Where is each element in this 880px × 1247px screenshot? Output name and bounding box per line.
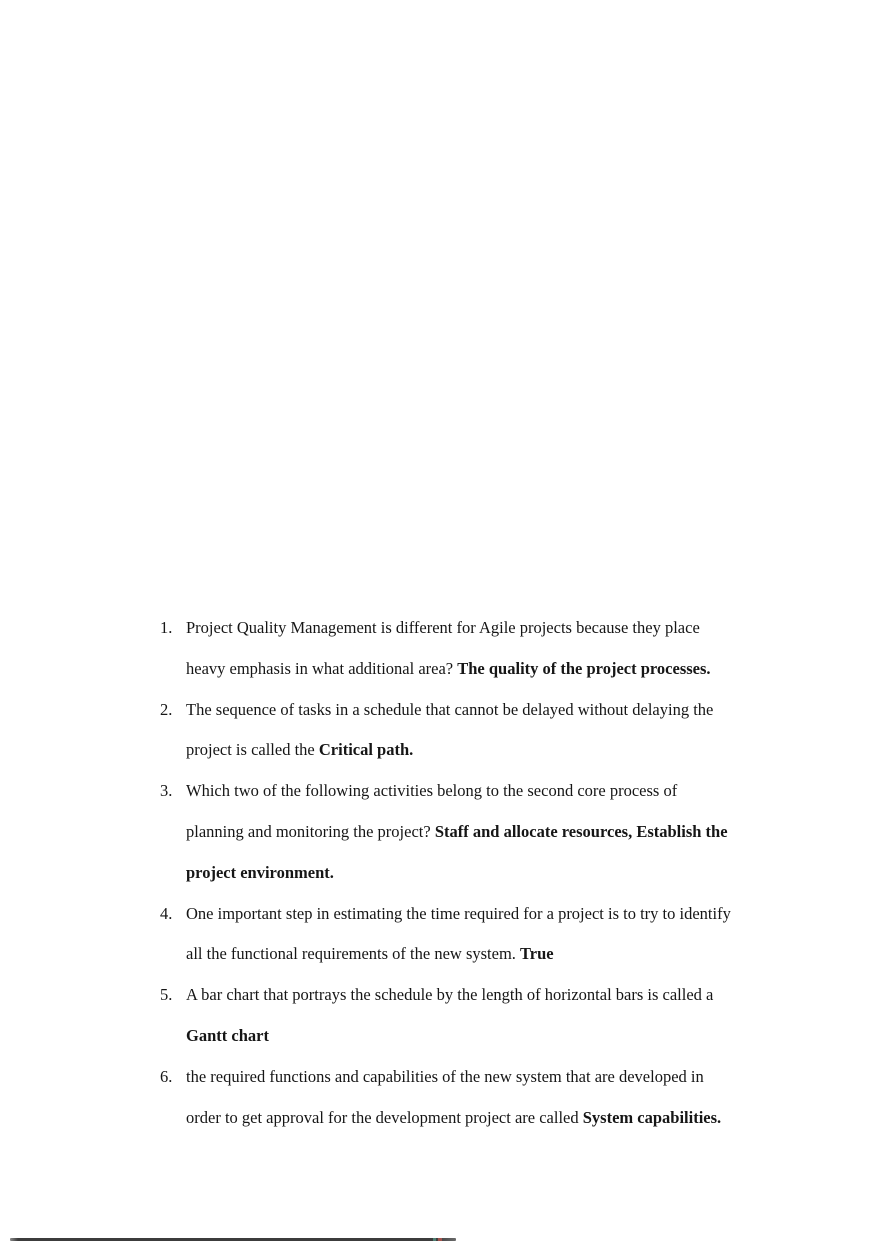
item-number: 1. (160, 618, 173, 637)
item-number: 5. (160, 985, 173, 1005)
text-line (186, 894, 731, 935)
item-text (186, 975, 713, 1057)
question-text: order to get approval for the development project are called (186, 1107, 583, 1127)
qa-numbered-list (160, 608, 731, 1138)
text-line (186, 649, 711, 690)
question-text: The sequence of tasks in a schedule that cannot be delayed without delaying the (186, 699, 714, 719)
text-line (186, 853, 728, 894)
text-line (186, 975, 713, 1016)
text-line (186, 1098, 721, 1139)
text-line (186, 771, 728, 812)
list-item (160, 771, 731, 893)
item-text (186, 690, 713, 772)
question-text: Project Quality Management is different for Agile projects because they place (186, 618, 700, 637)
scan-artifact-speck (433, 1238, 436, 1241)
item-text (186, 1057, 721, 1139)
question-text: the required functions and capabilities of the new system that are developed in (186, 1066, 704, 1086)
scan-artifact-speck (438, 1238, 442, 1241)
text-line (186, 690, 713, 731)
answer-text: The quality of the project processes. (457, 658, 711, 678)
answer-text: System capabilities. (582, 1107, 722, 1127)
question-text: Which two of the following activities belong to the second core process of (186, 781, 678, 801)
item-number: 2. (160, 699, 173, 719)
text-line (186, 934, 731, 975)
list-item (160, 975, 731, 1057)
list-item (160, 690, 731, 772)
text-line (186, 608, 711, 649)
question-text: heavy emphasis in what additional area? (186, 658, 458, 678)
answer-text: Staff and allocate resources, Establish the (434, 821, 728, 841)
text-line (186, 1016, 713, 1057)
question-text: A bar chart that portrays the schedule by the length of horizontal bars is called a (186, 985, 714, 1005)
list-item (160, 894, 731, 976)
item-number: 6. (160, 1066, 173, 1086)
item-number: 4. (160, 903, 173, 923)
item-text (186, 894, 731, 976)
text-line (186, 1057, 721, 1098)
question-text: project is called the (186, 740, 319, 760)
question-text: planning and monitoring the project? (186, 821, 435, 841)
item-text (186, 771, 728, 893)
list-item (160, 608, 731, 690)
question-text: all the functional requirements of the new system. (186, 944, 521, 964)
text-line (186, 730, 713, 771)
answer-text: True (520, 944, 554, 964)
list-item (160, 1057, 731, 1139)
answer-text: project environment. (186, 862, 334, 882)
text-line (186, 812, 728, 853)
question-text: One important step in estimating the time required for a project is to try to identify (186, 903, 731, 923)
item-number: 3. (160, 781, 173, 801)
answer-text: Critical path. (318, 740, 414, 760)
item-text (186, 608, 711, 690)
answer-text: Gantt chart (186, 1025, 269, 1045)
footnote-separator-line (10, 1238, 456, 1241)
